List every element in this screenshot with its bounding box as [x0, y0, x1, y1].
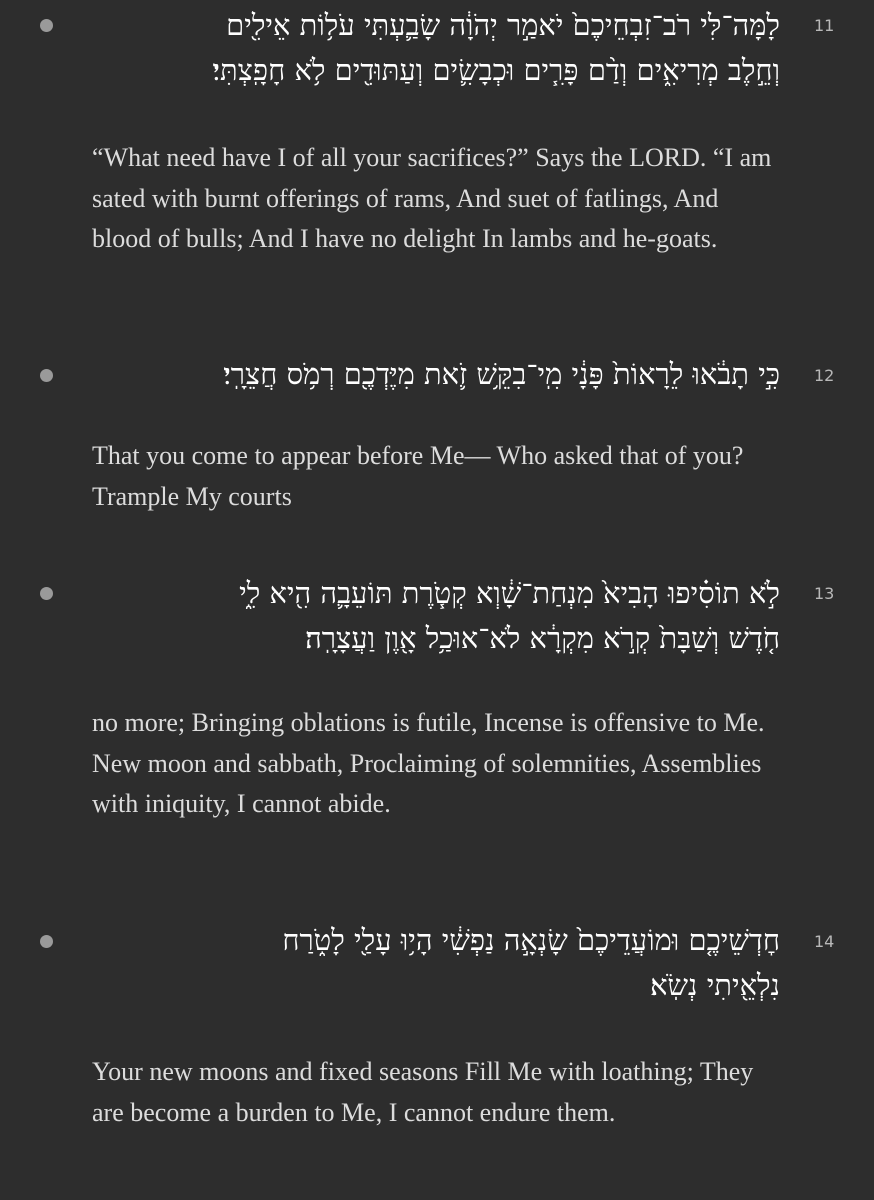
translation-text: “What need have I of all your sacrifices?” Says the LORD. “I am sated with burnt offerings of rams, And suet of fatlings, And blood of bulls; And I have no delight In lambs and he-goats.: [92, 143, 772, 253]
hebrew-line: לָמָּה־לִּי רֹב־זִבְחֵיכֶם֙ יֹאמַ֣ר יְהֹוָ֔ה שָׂבַ֛עְתִּי עֹל֥וֹת אֵילִ֖ים: [226, 8, 780, 42]
hebrew-line: כִּ֣י תָבֹ֔אוּ לֵרָאוֹת֙ פָּנָ֔י מִֽי־בִקֵּ֥שׁ זֹ֛את מִיֶּדְכֶ֖ם רְמֹ֥ס חֲצֵרָֽי׃: [223, 357, 780, 391]
translation-text: Your new moons and fixed seasons Fill Me with loathing; They are become a burden to Me, I cannot endure them.: [92, 1057, 754, 1127]
hebrew-text: [80, 571, 780, 661]
hebrew-line: חׇדְשֵׁיכֶ֤ם וּמוֹעֲדֵיכֶם֙ שָׂנְאָ֣ה נַפְשִׁ֔י הָי֥וּ עָלַ֖י לָטֹ֑רַח: [282, 923, 780, 957]
hebrew-line: חֹ֤דֶשׁ וְשַׁבָּת֙ קְרֹ֣א מִקְרָ֔א לֹא־אוּכַ֥ל אָ֖וֶן וַעֲצָרָֽה׃: [305, 621, 780, 655]
verse-number: 14: [814, 932, 835, 951]
hebrew-line: וְחֵ֣לֶב מְרִיאִ֑ים וְדַ֨ם פָּרִ֧ים וּכְבָשִׂ֛ים וְעַתּוּדִ֖ים לֹ֥א חָפָֽצְתִּי׃: [212, 53, 780, 87]
hebrew-line: לֹ֣א תוֹסִ֗יפוּ הָבִיא֙ מִנְחַת־שָׁ֔וְא קְטֹ֧רֶת תּוֹעֵבָ֛ה הִ֖יא לִ֑י: [239, 576, 780, 610]
verse-number: 11: [814, 16, 835, 35]
verse-bullet-icon: [40, 587, 53, 600]
verse-bullet-icon: [40, 19, 53, 32]
hebrew-line: נִלְאֵ֖יתִי נְשֹֽׂא׃: [650, 968, 780, 1002]
verse-bullet-icon: [40, 935, 53, 948]
hebrew-text: [80, 918, 780, 1008]
translation-text: That you come to appear before Me— Who asked that of you? Trample My courts: [92, 441, 744, 511]
verse-bullet-icon: [40, 369, 53, 382]
verse-number: 13: [814, 584, 835, 603]
hebrew-text: [80, 352, 780, 397]
verse-number: 12: [814, 366, 835, 385]
translation-text: no more; Bringing oblations is futile, Incense is offensive to Me. New moon and sabbath, Proclaiming of solemnities, Assemblies with iniquity, I cannot abide.: [92, 708, 765, 818]
hebrew-text: [80, 3, 780, 93]
